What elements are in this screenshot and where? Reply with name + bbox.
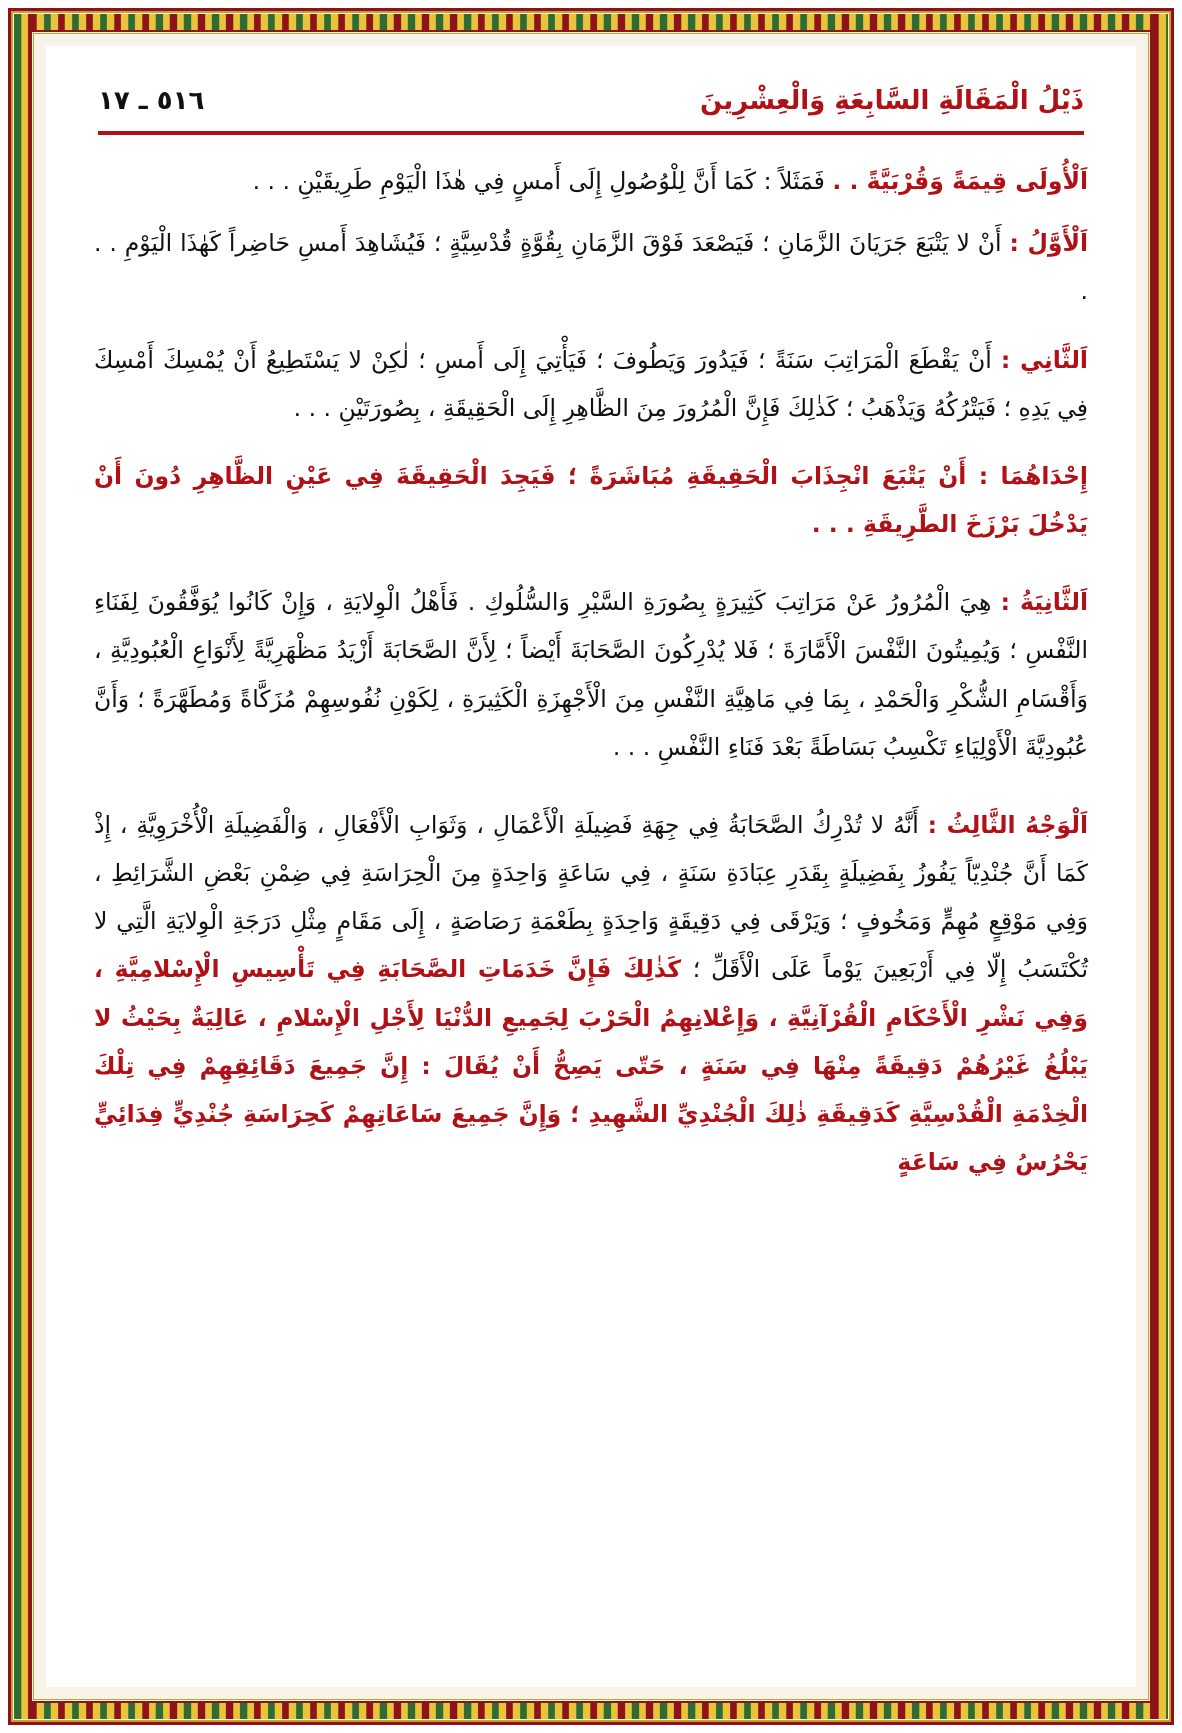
paragraph-3 [94,336,1088,432]
paragraph-6-text: أَنَّهُ لا تُدْرِكُ الصَّحَابَةُ فِي جِهَةِ فَضِيلَةِ الْأَعْمَالِ ، وَثَوَابِ الْأَفْعَالِ ، وَالْفَضِيلَةِ الْأُخْرَوِيَّةِ ، إِذْ كَمَا أَنَّ جُنْدِيّاً يَفُوزُ بِفَضِيلَةٍ بِقَدَرِ عِبَادَةِ سَنَةٍ ، فِي سَاعَةٍ وَاحِدَةٍ مِنَ الْحِرَاسَةِ فِي ضِمْنِ بَعْضِ الشَّرَائِطِ ، وَفِي مَوْقِعٍ مُهِمٍّ وَمَخُوفٍ ؛ وَيَرْقَى فِي دَقِيقَةٍ وَاحِدَةٍ بِطَعْمَةِ رَصَاصَةٍ ، إِلَى مَقَامٍ مِثْلِ دَرَجَةِ الْوِلايَةِ الَّتِي لا تُكْتَسَبُ إِلّا فِي أَرْبَعِينَ يَوْماً عَلَى الْأَقَلِّ ؛ [94,810,1088,984]
page-header [84,76,1098,121]
paragraph-3-lead: اَلثَّانِي : [1000,345,1088,374]
paragraph-6 [94,801,1088,1186]
paragraph-1 [94,157,1088,205]
paragraph-4-text: إِحْدَاهُمَا : أَنْ يَتْبَعَ انْجِذَابَ الْحَقِيقَةِ مُبَاشَرَةً ؛ فَيَجِدَ الْحَقِيقَةَ فِي عَيْنِ الظَّاهِرِ دُونَ أَنْ يَدْخُلَ بَرْزَخَ الطَّرِيقَةِ . . . [94,461,1088,539]
paragraph-2 [94,219,1088,315]
paragraph-6-tail: كَذٰلِكَ فَإِنَّ خَدَمَاتِ الصَّحَابَةِ فِي تَأْسِيسِ الْإِسْلامِيَّةِ ، وَفِي نَشْرِ الْأَحْكَامِ الْقُرْآنِيَّةِ ، وَإِعْلانِهِمُ الْحَرْبَ لِجَمِيعِ الدُّنْيَا لِأَجْلِ الْإِسْلامِ ، عَالِيَةٌ بِحَيْثُ لا يَبْلُغُ غَيْرُهُمْ دَقِيقَةً مِنْهَا فِي سَنَةٍ ، حَتّى يَصِحُّ أَنْ يُقَالَ : إِنَّ جَمِيعَ دَقَائِقِهِمْ فِي تِلْكَ الْخِدْمَةِ الْقُدْسِيَّةِ كَدَقِيقَةِ ذٰلِكَ الْجُنْدِيِّ الشَّهِيدِ ؛ وَإِنَّ جَمِيعَ سَاعَاتِهِمْ كَحِرَاسَةِ جُنْدِيٍّ فِدَائِيٍّ يَحْرُسُ فِي سَاعَةٍ [94,955,1088,1177]
paragraph-4 [94,452,1088,548]
paragraph-1-lead: اَلْأُولَى قِيمَةً وَقُرْبَيَّةً . . [832,167,1088,195]
paragraph-3-text: أَنْ يَقْطَعَ الْمَرَاتِبَ سَنَةً ؛ فَيَدُورَ وَيَطُوفَ ؛ فَيَأْتِيَ إِلَى أَمسِ ؛ لٰكِنْ لا يَسْتَطِيعُ أَنْ يُمْسِكَ أَمْسِكَ فِي يَدِهِ ؛ فَيَتْرُكُهُ وَيَذْهَبُ ؛ كَذٰلِكَ فَإِنَّ الْمُرُورَ مِنَ الظَّاهِرِ إِلَى الْحَقِيقَةِ ، بِصُورَتَيْنِ . . . [94,345,1088,422]
paragraph-5-text: هِيَ الْمُرُورُ عَنْ مَرَاتِبَ كَثِيرَةٍ بِصُورَةِ السَّيْرِ وَالسُّلُوكِ . فَأَهْلُ الْوِلايَةِ ، وَإِنْ كَانُوا يُوَفَّقُونَ لِفَنَاءِ النَّفْسِ ؛ وَيُمِيتُونَ النَّفْسَ الْأَمَّارَةَ ؛ فَلا يُدْرِكُونَ الصَّحَابَةَ أَيْضاً ؛ لِأَنَّ الصَّحَابَةَ أَزْيَدُ مَظْهَرِيَّةً لِأَنْوَاعِ الْعُبُودِيَّةِ ، وَأَقْسَامِ الشُّكْرِ وَالْحَمْدِ ، بِمَا فِي مَاهِيَّةِ النَّفْسِ مِنَ الْأَجْهِزَةِ الْكَثِيرَةِ ، لِكَوْنِ نُفُوسِهِمْ مُزَكَّاةً وَمُطَهَّرَةً ؛ وَأَنَّ عُبُودِيَّةَ الْأَوْلِيَاءِ تَكْسِبُ بَسَاطَةً بَعْدَ فَنَاءِ النَّفْسِ . . . [94,588,1088,761]
page-content [46,46,1136,1687]
header-rule [98,131,1084,135]
paragraph-2-text: أَنْ لا يَتْبَعَ جَرَيَانَ الزَّمَانِ ؛ فَيَصْعَدَ فَوْقَ الزَّمَانِ بِقُوَّةٍ قُدْسِيَّةٍ ؛ فَيُشَاهِدَ أَمسِ حَاضِراً كَهٰذَا الْيَوْمِ . . . [94,229,1088,306]
page-title: ذَيْلُ الْمَقَالَةِ السَّابِعَةِ وَالْعِشْرِينَ [700,86,1084,116]
paragraph-5 [94,578,1088,771]
paragraph-6-lead: اَلْوَجْهُ الثَّالِثُ : [927,810,1089,839]
body-text [84,157,1098,1186]
page-number: ٥١٦ ـ ١٧ [98,86,205,116]
paragraph-2-lead: اَلْأَوَّلُ : [1009,229,1088,258]
paragraph-5-lead: اَلثَّانِيَةُ : [1000,588,1088,617]
paragraph-1-text: فَمَثَلاً : كَمَا أَنَّ لِلْوُصُولِ إِلَى أَمسٍ فِي هٰذَا الْيَوْمِ طَرِيقَيْنِ . . . [252,167,833,195]
